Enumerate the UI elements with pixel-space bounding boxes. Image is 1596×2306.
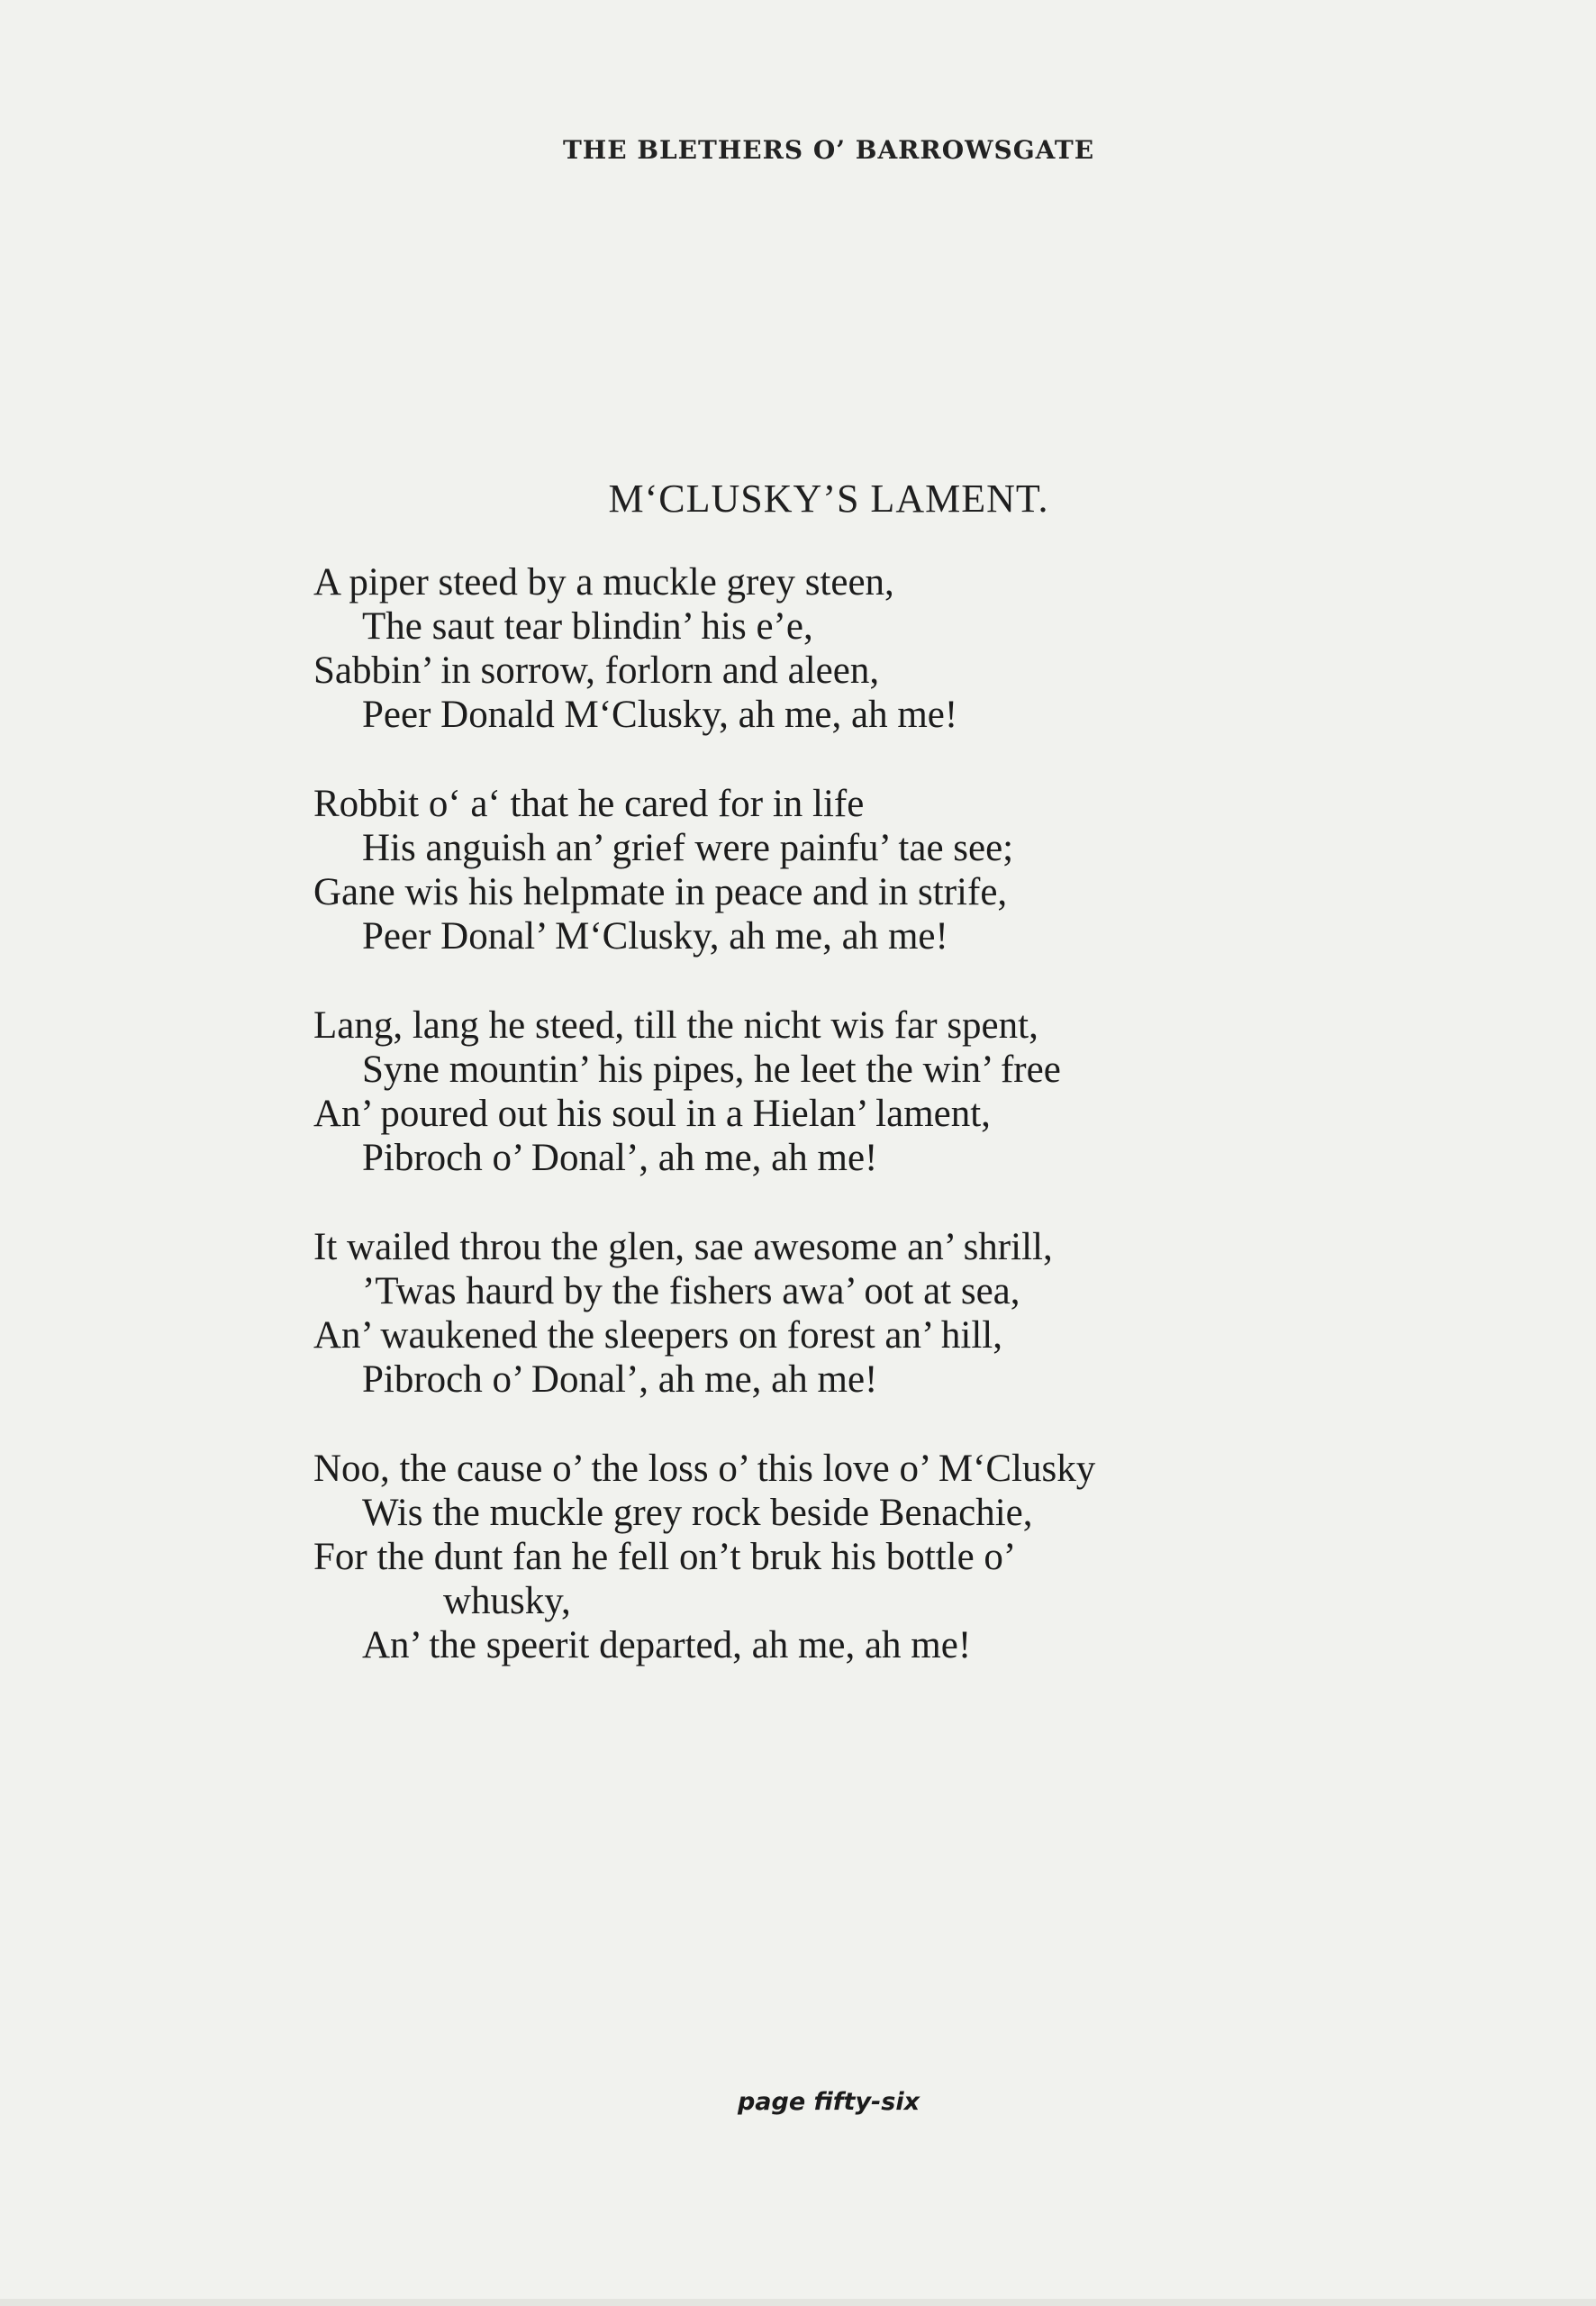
poem-line: His anguish an’ grief were painfu’ tae see;: [362, 827, 1014, 869]
poem-line: Peer Donald M‘Clusky, ah me, ah me!: [362, 694, 958, 736]
running-head: THE BLETHERS O’ BARROWSGATE: [562, 135, 1095, 165]
page-edge: [0, 2299, 1596, 2306]
poem-line: Wis the muckle grey rock beside Benachie,: [362, 1492, 1033, 1534]
poem-line: The saut tear blindin’ his e’e,: [362, 605, 813, 648]
poem-line: Sabbin’ in sorrow, forlorn and aleen,: [313, 649, 880, 692]
poem-line: For the dunt fan he fell on’t bruk his bottle o’: [313, 1536, 1017, 1578]
poem-line: An’ poured out his soul in a Hielan’ lament,: [313, 1093, 991, 1135]
poem-line: Noo, the cause o’ the loss o’ this love o’ M‘Clusky: [313, 1448, 1096, 1490]
poem-line: Lang, lang he steed, till the nicht wis far spent,: [313, 1004, 1038, 1047]
poem-line: It wailed throu the glen, sae awesome an’ shrill,: [313, 1226, 1053, 1268]
poem-line: Robbit o‘ a‘ that he cared for in life: [313, 783, 865, 825]
poem-line: whusky,: [443, 1580, 571, 1622]
poem-line: ’Twas haurd by the fishers awa’ oot at sea,: [362, 1270, 1020, 1312]
poem-line: A piper steed by a muckle grey steen,: [313, 561, 894, 604]
stanza: [313, 1003, 1340, 1180]
stanza: [313, 560, 1340, 737]
poem-line: Pibroch o’ Donal’, ah me, ah me!: [362, 1358, 878, 1401]
poem-line: Pibroch o’ Donal’, ah me, ah me!: [362, 1137, 878, 1179]
poem-line: An’ the speerit departed, ah me, ah me!: [362, 1624, 972, 1666]
poem-line: Syne mountin’ his pipes, he leet the win’ free: [362, 1049, 1061, 1091]
poem-line: Peer Donal’ M‘Clusky, ah me, ah me!: [362, 915, 948, 958]
stanza: [313, 1225, 1340, 1402]
page-number: page fifty-six: [737, 2088, 920, 2116]
poem-line: Gane wis his helpmate in peace and in strife,: [313, 871, 1008, 913]
stanza: [313, 782, 1340, 958]
poem-title: M‘CLUSKY’S LAMENT.: [608, 477, 1049, 521]
poem-line: An’ waukened the sleepers on forest an’ hill,: [313, 1314, 1002, 1357]
poem-body: [313, 560, 1340, 1712]
stanza: [313, 1447, 1340, 1667]
